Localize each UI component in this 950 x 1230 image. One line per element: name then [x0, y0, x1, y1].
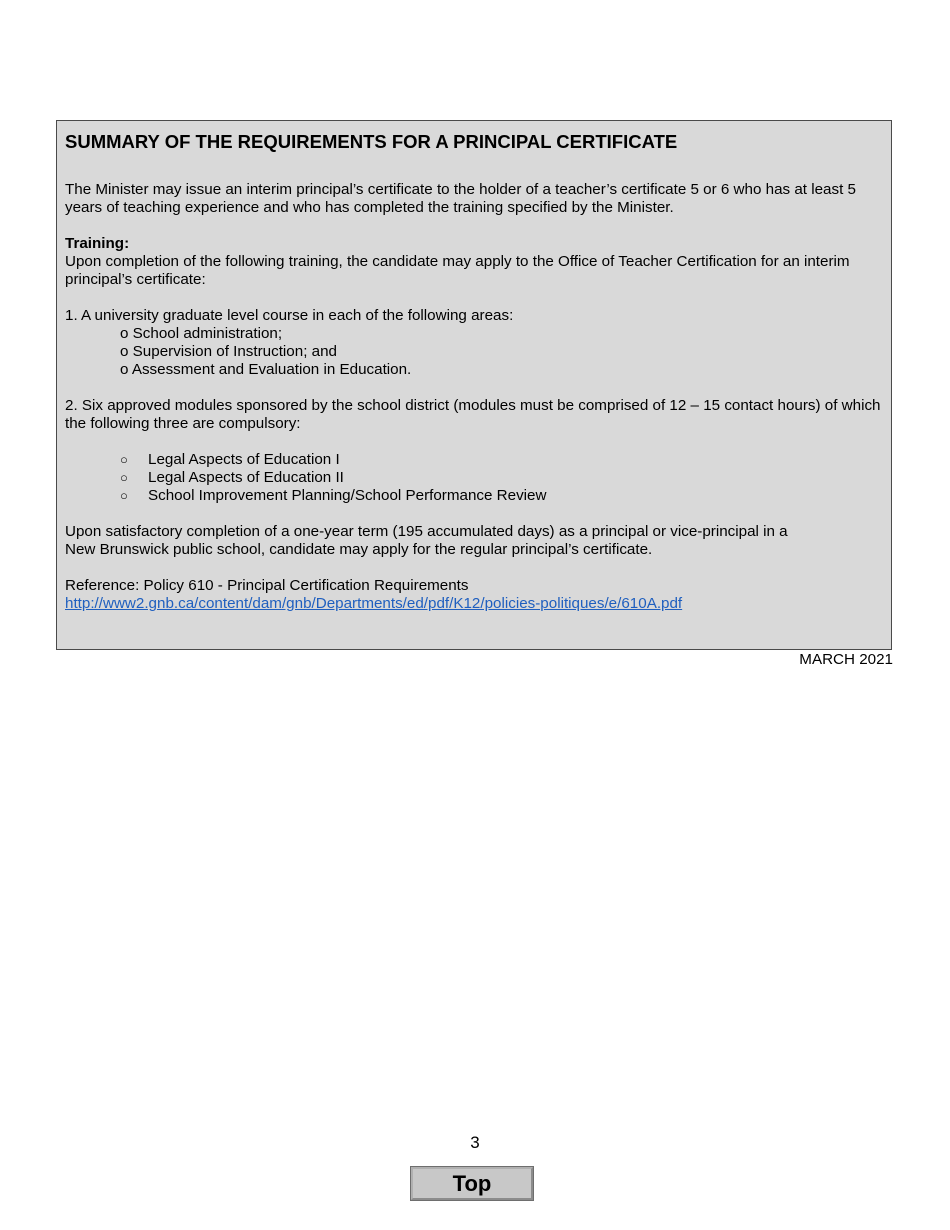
summary-title: SUMMARY OF THE REQUIREMENTS FOR A PRINCIPAL CERTIFICATE	[65, 131, 678, 152]
circle-bullet-icon: ○	[120, 488, 128, 503]
document-date: MARCH 2021	[799, 651, 893, 668]
policy-link[interactable]: http://www2.gnb.ca/content/dam/gnb/Departments/ed/pdf/K12/policies-politiques/e/610A.pdf	[65, 595, 683, 612]
module-name: Legal Aspects of Education II	[148, 469, 344, 486]
requirement-item-1	[65, 307, 883, 379]
completion-line: Upon satisfactory completion of a one-year term (195 accumulated days) as a principal or vice-principal in a	[65, 523, 788, 540]
intro-paragraph: The Minister may issue an interim principal’s certificate to the holder of a teacher’s certificate 5 or 6 who has at least 5 years of teaching experience and who has completed the training specified by the Minister.	[65, 181, 856, 216]
requirement-item-2-text: 2. Six approved modules sponsored by the school district (modules must be comprised of 12 – 15 contact hours) of which the following three are compulsory:	[65, 397, 881, 432]
list-item	[120, 487, 883, 505]
course-area-item: o Supervision of Instruction; and	[120, 343, 337, 360]
module-name: Legal Aspects of Education I	[148, 451, 340, 468]
compulsory-modules-list	[65, 451, 883, 505]
course-area-item: o School administration;	[120, 325, 283, 342]
circle-bullet-icon: ○	[120, 452, 128, 467]
training-heading: Training:	[65, 235, 130, 252]
course-area-item: o Assessment and Evaluation in Education.	[120, 361, 412, 378]
completion-paragraph	[65, 523, 883, 559]
reference-block	[65, 577, 883, 613]
page-number: 3	[470, 1133, 480, 1152]
top-button[interactable]: Top	[411, 1167, 533, 1200]
completion-line: New Brunswick public school, candidate may apply for the regular principal’s certificate.	[65, 541, 653, 558]
reference-label: Reference: Policy 610 - Principal Certification Requirements	[65, 577, 469, 594]
module-name: School Improvement Planning/School Performance Review	[148, 487, 547, 504]
list-item	[120, 469, 883, 487]
circle-bullet-icon: ○	[120, 470, 128, 485]
requirements-summary-box	[56, 120, 892, 650]
training-paragraph: Upon completion of the following training, the candidate may apply to the Office of Teacher Certification for an interim principal’s certificate:	[65, 253, 850, 288]
list-item	[120, 451, 883, 469]
requirement-item-1-text: 1. A university graduate level course in each of the following areas:	[65, 307, 514, 324]
